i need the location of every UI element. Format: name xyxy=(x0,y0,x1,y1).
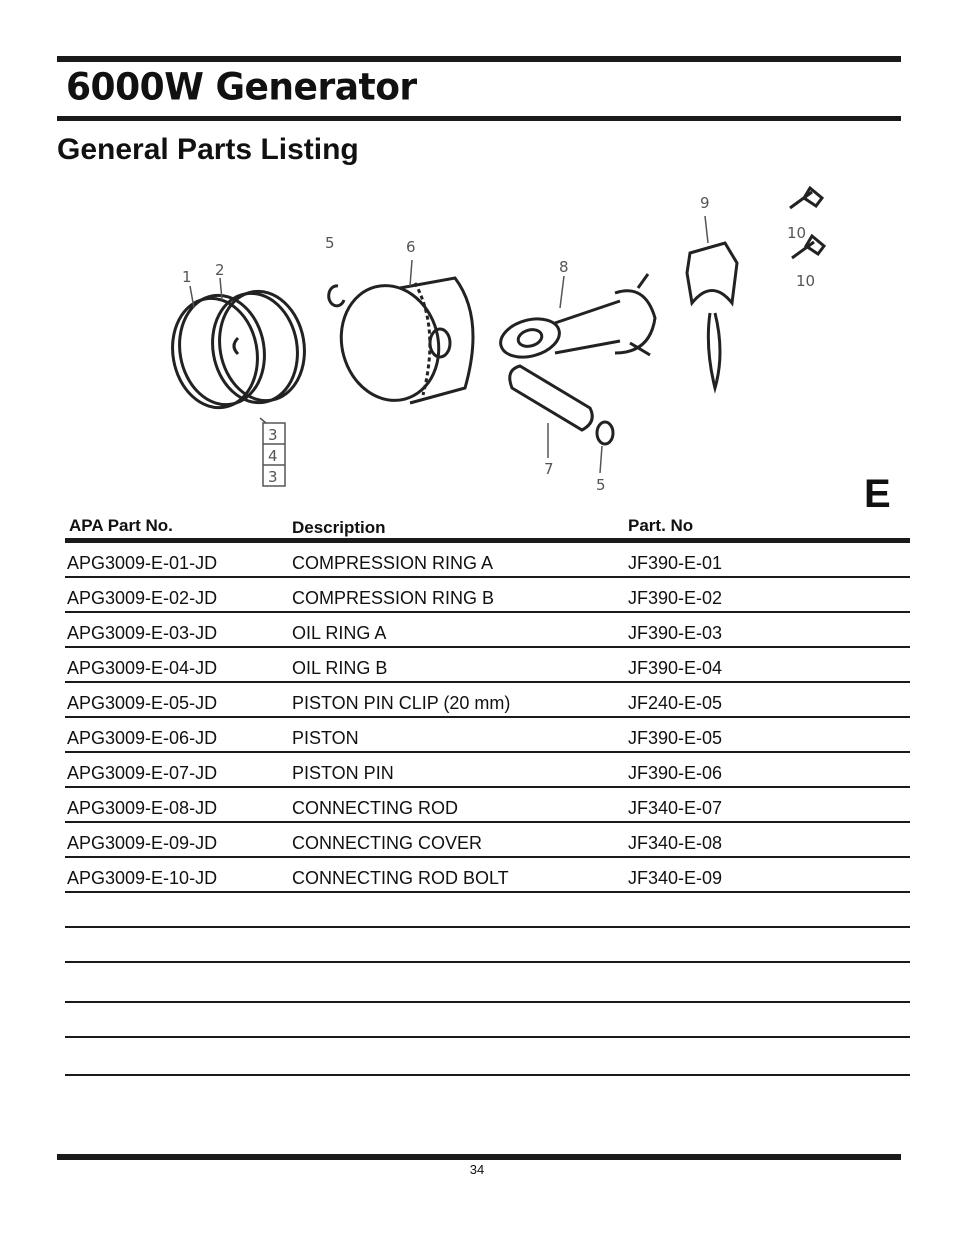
callout-5: 5 xyxy=(325,234,335,252)
description-cell: PISTON PIN CLIP (20 mm) xyxy=(292,693,511,713)
table-row-empty xyxy=(65,963,910,1003)
callout-4: 4 xyxy=(268,447,278,465)
apa-part-no-cell: APG3009-E-07-JD xyxy=(67,763,218,783)
apa-part-no-cell: APG3009-E-03-JD xyxy=(67,623,218,643)
table-row-empty xyxy=(65,928,910,963)
piston-pin-part xyxy=(510,366,592,430)
top-rule xyxy=(57,56,901,62)
col-header-part-no: Part. No xyxy=(628,516,694,535)
apa-part-no-cell: APG3009-E-10-JD xyxy=(67,868,218,888)
callout-5b: 5 xyxy=(596,476,606,494)
table-row xyxy=(65,543,910,578)
piston-part xyxy=(329,275,452,412)
table-row-empty xyxy=(65,1003,910,1038)
clip-part xyxy=(329,286,344,306)
part-no-cell: JF390-E-03 xyxy=(628,623,723,643)
table-row xyxy=(65,823,910,858)
connecting-cover-part xyxy=(687,243,737,303)
title-rule xyxy=(57,116,901,121)
table-row xyxy=(65,683,910,718)
col-header-apa-part: APA Part No. xyxy=(69,516,173,535)
table-row xyxy=(65,788,910,823)
exploded-parts-diagram xyxy=(160,178,860,498)
callout-3: 3 xyxy=(268,426,278,444)
part-no-cell: JF390-E-02 xyxy=(628,588,723,608)
table-row xyxy=(65,718,910,753)
part-no-cell: JF390-E-01 xyxy=(628,553,723,573)
description-cell: COMPRESSION RING B xyxy=(292,588,495,608)
callout-9: 9 xyxy=(700,194,710,212)
table-row xyxy=(65,578,910,613)
callout-7: 7 xyxy=(544,460,554,478)
description-cell: OIL RING A xyxy=(292,623,387,643)
part-no-cell: JF390-E-06 xyxy=(628,763,723,783)
apa-part-no-cell: APG3009-E-01-JD xyxy=(67,553,218,573)
section-letter: E xyxy=(864,472,891,516)
apa-part-no-cell: APG3009-E-04-JD xyxy=(67,658,218,678)
apa-part-no-cell: APG3009-E-02-JD xyxy=(67,588,218,608)
description-cell: COMPRESSION RING A xyxy=(292,553,494,573)
description-cell: OIL RING B xyxy=(292,658,388,678)
callout-10: 10 xyxy=(787,224,807,242)
table-row xyxy=(65,613,910,648)
description-cell: CONNECTING ROD BOLT xyxy=(292,868,509,888)
part-no-cell: JF390-E-04 xyxy=(628,658,723,678)
apa-part-no-cell: APG3009-E-09-JD xyxy=(67,833,218,853)
part-no-cell: JF340-E-08 xyxy=(628,833,723,853)
footer-rule xyxy=(57,1154,901,1160)
connecting-rod-part xyxy=(496,313,563,363)
table-row-empty xyxy=(65,1038,910,1076)
parts-table xyxy=(65,538,910,1076)
table-row xyxy=(65,753,910,788)
description-cell: CONNECTING COVER xyxy=(292,833,483,853)
callout-3b: 3 xyxy=(268,468,278,486)
description-cell: CONNECTING ROD xyxy=(292,798,458,818)
section-title: General Parts Listing xyxy=(57,133,359,166)
callout-10b: 10 xyxy=(796,272,816,290)
callout-6: 6 xyxy=(406,238,416,256)
table-row xyxy=(65,858,910,893)
clip-part xyxy=(597,422,613,444)
callout-1: 1 xyxy=(182,268,192,286)
part-no-cell: JF340-E-07 xyxy=(628,798,723,818)
apa-part-no-cell: APG3009-E-08-JD xyxy=(67,798,218,818)
col-header-description: Description xyxy=(292,518,386,537)
part-no-cell: JF390-E-05 xyxy=(628,728,723,748)
page-number: 34 xyxy=(469,1162,485,1177)
part-no-cell: JF240-E-05 xyxy=(628,693,723,713)
apa-part-no-cell: APG3009-E-06-JD xyxy=(67,728,218,748)
page-title: 6000W Generator xyxy=(66,66,417,110)
bolt-part xyxy=(790,188,822,208)
part-no-cell: JF340-E-09 xyxy=(628,868,723,888)
table-row-empty xyxy=(65,893,910,928)
table-row xyxy=(65,648,910,683)
callout-8: 8 xyxy=(559,258,569,276)
apa-part-no-cell: APG3009-E-05-JD xyxy=(67,693,218,713)
description-cell: PISTON PIN xyxy=(292,763,394,783)
callout-2: 2 xyxy=(215,261,225,279)
description-cell: PISTON xyxy=(292,728,359,748)
